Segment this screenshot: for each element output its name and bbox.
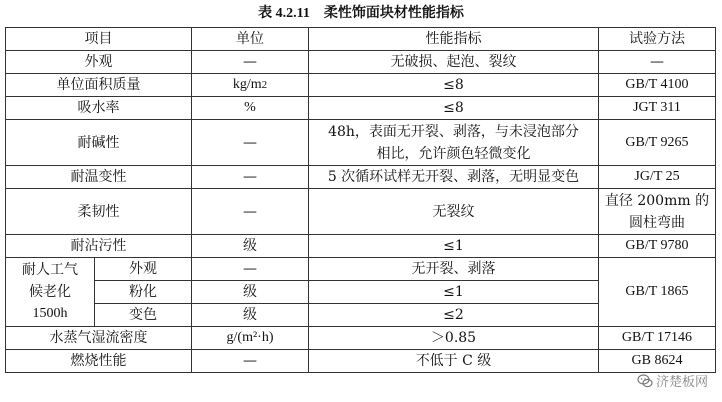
table-row [6,74,716,97]
row-unit: — [192,120,309,166]
row-method: GB/T 9780 [599,235,716,258]
table-row [6,327,716,350]
row-index: ＞0.85 [309,327,599,350]
wechat-icon [637,373,653,389]
row-index: ≤2 [309,304,599,327]
row-unit: — [192,350,309,373]
weather-sub-chalking: 粉化 [95,281,191,304]
table-number: 表 4.2.11 [258,6,310,21]
row-index: ≤8 [309,97,599,120]
performance-table [5,27,716,373]
table-row [6,189,716,235]
row-index: 无破损、起泡、裂纹 [309,51,599,74]
row-index: ≤1 [309,235,599,258]
row-method: GB/T 4100 [599,74,716,97]
table-caption [0,2,722,25]
row-item: 柔韧性 [6,189,192,235]
row-unit: 级 [192,281,309,304]
row-method: JGT 311 [599,97,716,120]
header-index: 性能指标 [309,28,599,51]
table-row [6,120,716,166]
weather-sub-appearance: 外观 [95,258,191,281]
row-index: ≤1 [309,281,599,304]
table-row [6,97,716,120]
row-unit: 级 [192,304,309,327]
row-method: GB/T 9265 [599,120,716,166]
row-method: 直径 200mm 的 圆柱弯曲 [599,189,716,235]
table-row [6,350,716,373]
row-index: 48h，表面无开裂、剥落，与未浸泡部分 相比，允许颜色轻微变化 [309,120,599,166]
header-unit: 单位 [192,28,309,51]
row-method: GB 8624 [599,350,716,373]
watermark-text: 济楚板网 [655,375,708,390]
table-row [6,166,716,189]
table-title: 柔性饰面块材性能指标 [323,5,464,21]
header-method: 试验方法 [599,28,716,51]
weather-group-label: 耐人工气 候老化 1500h [6,258,95,326]
row-index: 无开裂、剥落 [309,258,599,281]
table-row [6,235,716,258]
row-unit: — [192,166,309,189]
row-index: ≤8 [309,74,599,97]
row-unit: — [192,258,309,281]
row-unit: — [192,51,309,74]
row-item: 耐温变性 [6,166,192,189]
row-item: 耐碱性 [6,120,192,166]
row-item: 单位面积质量 [6,74,192,97]
row-item: 吸水率 [6,97,192,120]
weather-sub-color: 变色 [129,307,157,323]
table-header-row [6,28,716,51]
row-method: JG/T 25 [599,166,716,189]
row-method: GB/T 1865 [599,258,716,327]
watermark [637,371,708,390]
table-row [6,51,716,74]
row-unit: % [192,97,309,120]
row-method: — [599,51,716,74]
row-index: 5 次循环试样无开裂、剥落，无明显变色 [309,166,599,189]
row-unit: $kg/m^2$ [192,74,309,97]
row-item: 耐沾污性 [6,235,192,258]
weather-group-cell [6,258,192,327]
row-unit: g/(m²·h) [192,327,309,350]
row-method: GB/T 17146 [599,327,716,350]
table-row [6,258,716,281]
row-unit: — [192,189,309,235]
row-item: 外观 [6,51,192,74]
row-index: 不低于 C 级 [309,350,599,373]
row-unit: 级 [192,235,309,258]
row-item: 燃烧性能 [6,350,192,373]
row-index: 无裂纹 [309,189,599,235]
row-item: 水蒸气湿流密度 [6,327,192,350]
header-item: 项目 [6,28,192,51]
